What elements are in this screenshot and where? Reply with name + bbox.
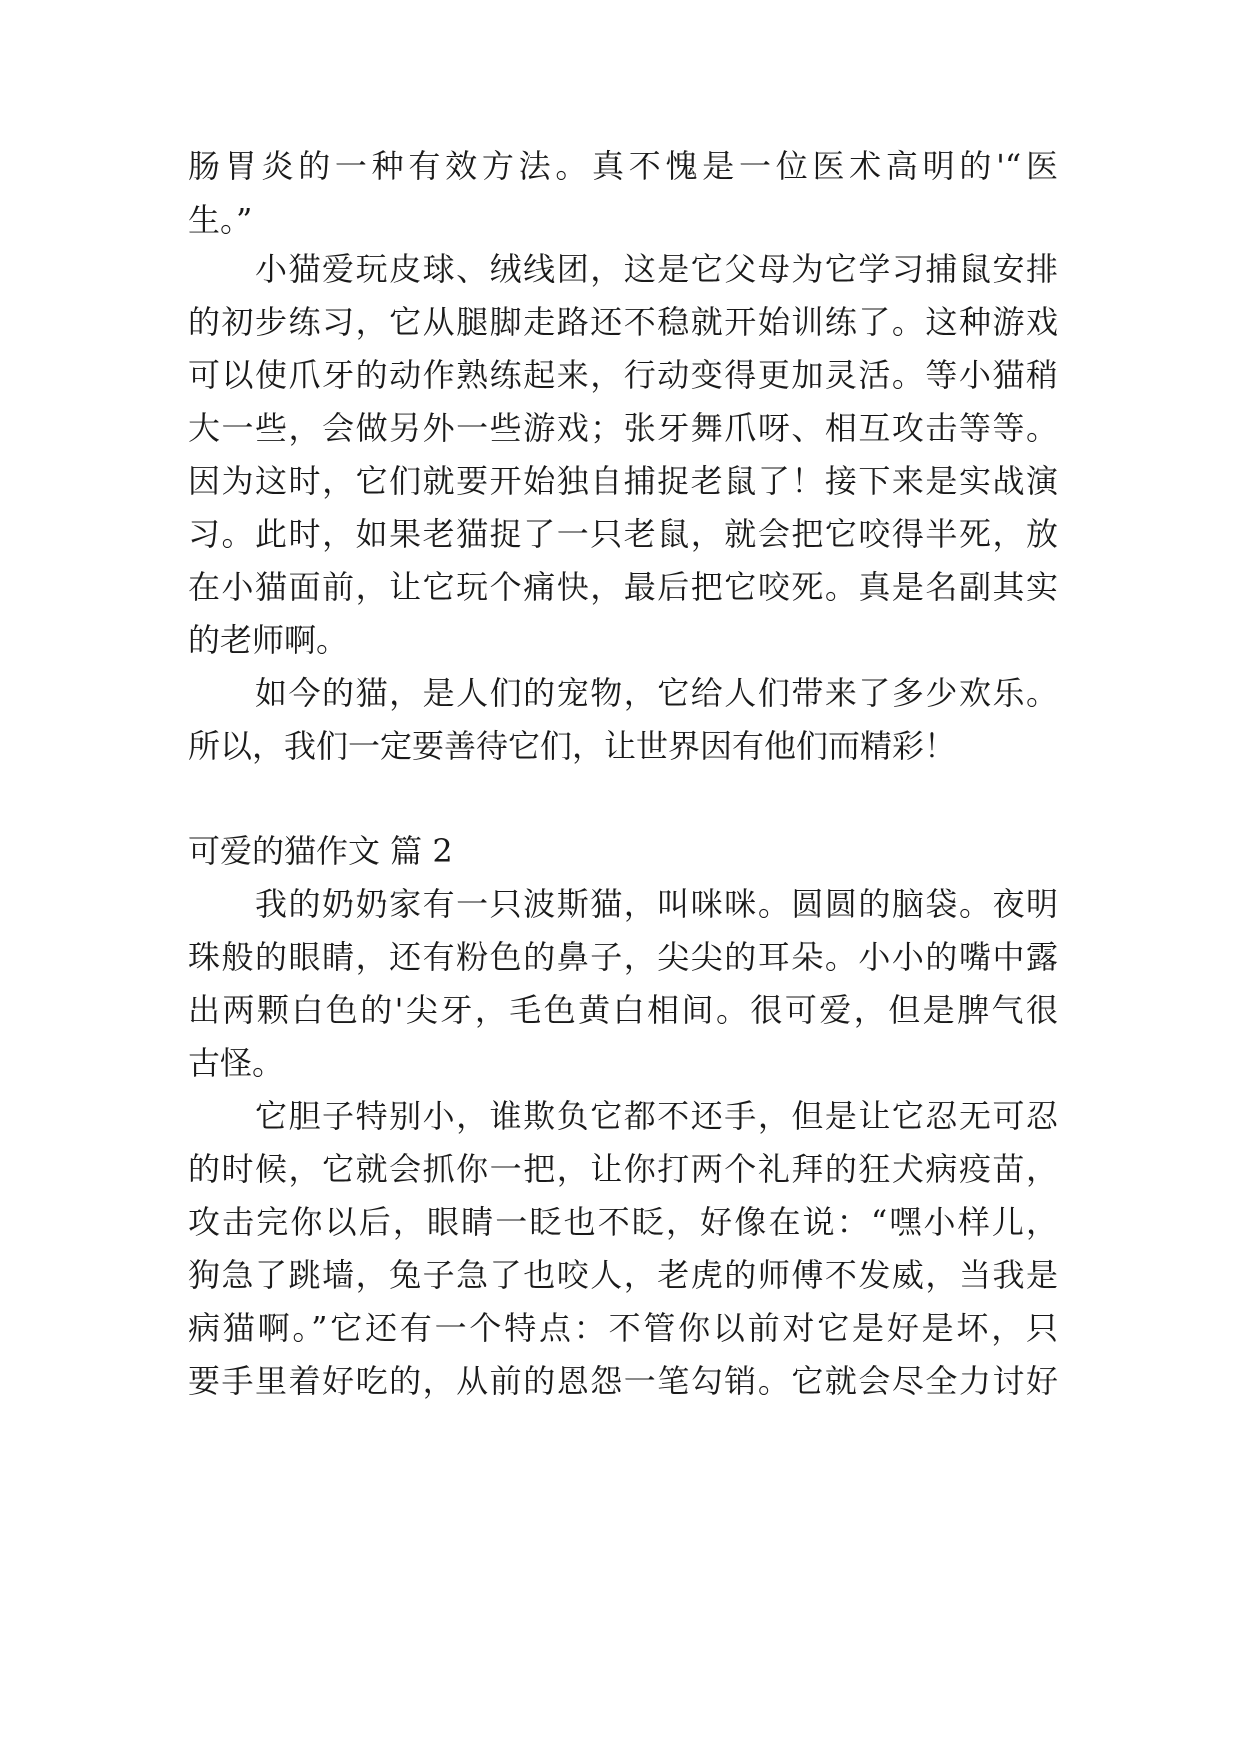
text-line: 病猫啊。”它还有一个特点：不管你以前对它是好是坏，只 (188, 1309, 1058, 1347)
text-line: 攻击完你以后，眼睛一眨也不眨，好像在说：“嘿小样儿， (188, 1203, 1058, 1241)
paragraph-first-line: 小猫爱玩皮球、绒线团，这是它父母为它学习捕鼠安排 (255, 250, 1058, 288)
section-heading: 可爱的猫作文 篇 2 (188, 832, 453, 870)
text-line: 狗急了跳墙，兔子急了也咬人，老虎的师傅不发威，当我是 (188, 1256, 1058, 1294)
text-line: 肠胃炎的一种有效方法。真不愧是一位医术高明的'“医 (188, 147, 1058, 185)
text-line: 习。此时，如果老猫捉了一只老鼠，就会把它咬得半死，放 (188, 515, 1058, 553)
text-line: 古怪。 (188, 1044, 285, 1082)
text-line: 的初步练习，它从腿脚走路还不稳就开始训练了。这种游戏 (188, 303, 1058, 341)
text-line: 所以，我们一定要善待它们，让世界因有他们而精彩！ (188, 727, 957, 765)
paragraph-first-line: 它胆子特别小，谁欺负它都不还手，但是让它忍无可忍 (255, 1097, 1058, 1135)
text-line: 生。” (188, 201, 253, 239)
text-line: 在小猫面前，让它玩个痛快，最后把它咬死。真是名副其实 (188, 568, 1058, 606)
text-line: 珠般的眼睛，还有粉色的鼻子，尖尖的耳朵。小小的嘴中露 (188, 938, 1058, 976)
text-line: 要手里着好吃的，从前的恩怨一笔勾销。它就会尽全力讨好 (188, 1362, 1058, 1400)
paragraph-first-line: 我的奶奶家有一只波斯猫，叫咪咪。圆圆的脑袋。夜明 (255, 885, 1058, 923)
text-line: 的老师啊。 (188, 621, 349, 659)
paragraph-first-line: 如今的猫，是人们的宠物，它给人们带来了多少欢乐。 (255, 674, 1058, 712)
text-line: 的时候，它就会抓你一把，让你打两个礼拜的狂犬病疫苗， (188, 1150, 1058, 1188)
text-line: 因为这时，它们就要开始独自捕捉老鼠了！接下来是实战演 (188, 462, 1058, 500)
text-line: 可以使爪牙的动作熟练起来，行动变得更加灵活。等小猫稍 (188, 356, 1058, 394)
text-line: 出两颗白色的'尖牙，毛色黄白相间。很可爱，但是脾气很 (188, 991, 1058, 1029)
text-line: 大一些，会做另外一些游戏；张牙舞爪呀、相互攻击等等。 (188, 409, 1058, 447)
